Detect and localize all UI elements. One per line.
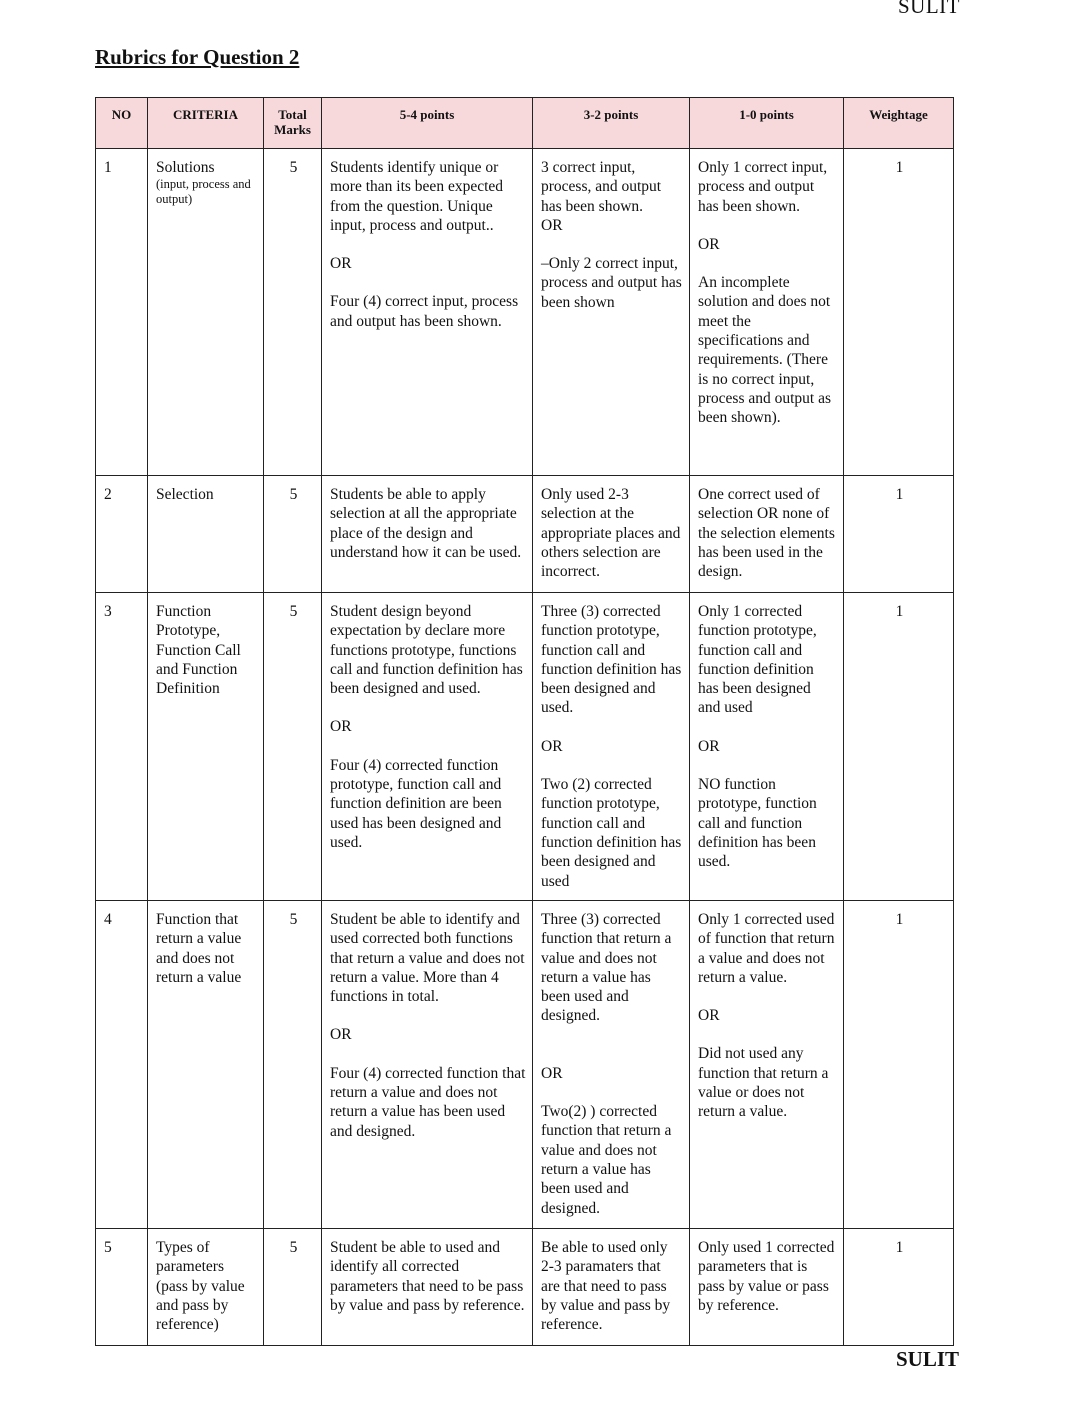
weightage-cell: 1	[844, 1229, 954, 1346]
col-header-5-4-points: 5-4 points	[322, 98, 533, 149]
classification-top: SULIT	[898, 0, 960, 18]
row-number: 2	[96, 476, 148, 593]
or-text: OR	[541, 216, 563, 234]
criteria-cell: Types of parameters (pass by value and pass by reference)	[148, 1229, 264, 1346]
total-marks-cell: 5	[264, 149, 322, 476]
points-5-4-cell	[322, 149, 533, 476]
table-row	[96, 476, 954, 593]
col-header-weightage: Weightage	[844, 98, 954, 149]
total-marks-cell: 5	[264, 476, 322, 593]
table-row	[96, 1229, 954, 1346]
descriptor-text: Only 1 correct input, process and output has been shown.	[698, 159, 828, 215]
descriptor-text: Students identify unique or more than its been expected from the question. Unique input, process and output..	[330, 159, 504, 234]
descriptor-text: Four (4) corrected function prototype, function call and function definition are been used has been designed and used.	[330, 756, 502, 851]
weightage-cell: 1	[844, 149, 954, 476]
descriptor-text: Three (3) corrected function that return a value and does not return a value has been used and designed.	[541, 911, 672, 1025]
col-header-total-marks: Total Marks	[264, 98, 322, 149]
or-text: OR	[330, 718, 352, 736]
weightage-cell: 1	[844, 593, 954, 901]
rubric-table	[95, 97, 954, 1346]
criteria-note: (input, process and output)	[156, 177, 251, 207]
weightage-cell: 1	[844, 901, 954, 1229]
row-number: 4	[96, 901, 148, 1229]
points-1-0-cell	[690, 593, 844, 901]
points-5-4-cell: Students be able to apply selection at all the appropriate place of the design and understand how it can be used.	[322, 476, 533, 593]
col-header-3-2-points: 3-2 points	[533, 98, 690, 149]
or-text: OR	[330, 255, 352, 273]
or-text: OR	[541, 737, 563, 755]
descriptor-text: An incomplete solution and does not meet the specifications and requirements. (There is no correct input, process and output as been shown).	[698, 274, 832, 427]
points-1-0-cell	[690, 901, 844, 1229]
or-text: OR	[698, 737, 720, 755]
or-text: OR	[698, 1007, 720, 1025]
row-number: 5	[96, 1229, 148, 1346]
classification-bottom: SULIT	[896, 1347, 960, 1371]
points-3-2-cell: Be able to used only 2-3 paramaters that are that need to pass by value and pass by reference.	[533, 1229, 690, 1346]
total-marks-cell: 5	[264, 593, 322, 901]
criteria-cell	[148, 149, 264, 476]
points-5-4-cell	[322, 593, 533, 901]
criteria-cell: Function that return a value and does not return a value	[148, 901, 264, 1229]
weightage-cell: 1	[844, 476, 954, 593]
descriptor-text: Two (2) corrected function prototype, function call and function definition has been designed and used	[541, 776, 682, 890]
or-text: OR	[698, 235, 720, 253]
descriptor-text: Did not used any function that return a value or does not return a value.	[698, 1045, 829, 1121]
table-row	[96, 149, 954, 476]
descriptor-text: Two(2) ) corrected function that return a value and does not return a value has been used and designed.	[541, 1103, 672, 1217]
or-text: OR	[330, 1026, 352, 1044]
col-header-criteria: CRITERIA	[148, 98, 264, 149]
descriptor-text: Only 1 corrected used of function that return a value and does not return a value.	[698, 911, 835, 986]
criteria-cell: Function Prototype, Function Call and Function Definition	[148, 593, 264, 901]
criteria-text: Solutions	[156, 159, 215, 176]
descriptor-text: Student design beyond expectation by declare more functions prototype, functions call and function definition has been designed and used.	[330, 603, 523, 698]
total-marks-cell: 5	[264, 901, 322, 1229]
row-number: 3	[96, 593, 148, 901]
descriptor-text: Four (4) corrected function that return a value and does not return a value has been used and designed.	[330, 1064, 526, 1140]
points-1-0-cell: One correct used of selection OR none of the selection elements has been used in the design.	[690, 476, 844, 593]
total-marks-cell: 5	[264, 1229, 322, 1346]
row-number: 1	[96, 149, 148, 476]
criteria-cell: Selection	[148, 476, 264, 593]
descriptor-text: Three (3) corrected function prototype, function call and function definition has been designed and used.	[541, 603, 682, 717]
col-header-no: NO	[96, 98, 148, 149]
descriptor-text: Four (4) correct input, process and output has been shown.	[330, 293, 519, 330]
points-3-2-cell	[533, 593, 690, 901]
page-title: Rubrics for Question 2	[95, 45, 300, 69]
descriptor-text: Only 1 corrected function prototype, function call and function definition has been designed and used	[698, 603, 817, 717]
points-5-4-cell	[322, 901, 533, 1229]
descriptor-text: NO function prototype, function call and function definition has been used.	[698, 776, 817, 871]
points-3-2-cell	[533, 149, 690, 476]
descriptor-text: –Only 2 correct input, process and output has been shown	[541, 255, 682, 311]
points-3-2-cell	[533, 901, 690, 1229]
table-row	[96, 901, 954, 1229]
descriptor-text: 3 correct input, process, and output has been shown.	[541, 159, 662, 215]
points-5-4-cell: Student be able to used and identify all corrected parameters that need to be pass by value and pass by reference.	[322, 1229, 533, 1346]
table-header-row	[96, 98, 954, 149]
or-text: OR	[541, 1064, 563, 1082]
points-1-0-cell: Only used 1 corrected parameters that is pass by value or pass by reference.	[690, 1229, 844, 1346]
col-header-1-0-points: 1-0 points	[690, 98, 844, 149]
points-3-2-cell: Only used 2-3 selection at the appropriate places and others selection are incorrect.	[533, 476, 690, 593]
table-row	[96, 593, 954, 901]
descriptor-text: Student be able to identify and used corrected both functions that return a value and does not return a value. More than 4 functions in total.	[330, 911, 525, 1006]
points-1-0-cell	[690, 149, 844, 476]
